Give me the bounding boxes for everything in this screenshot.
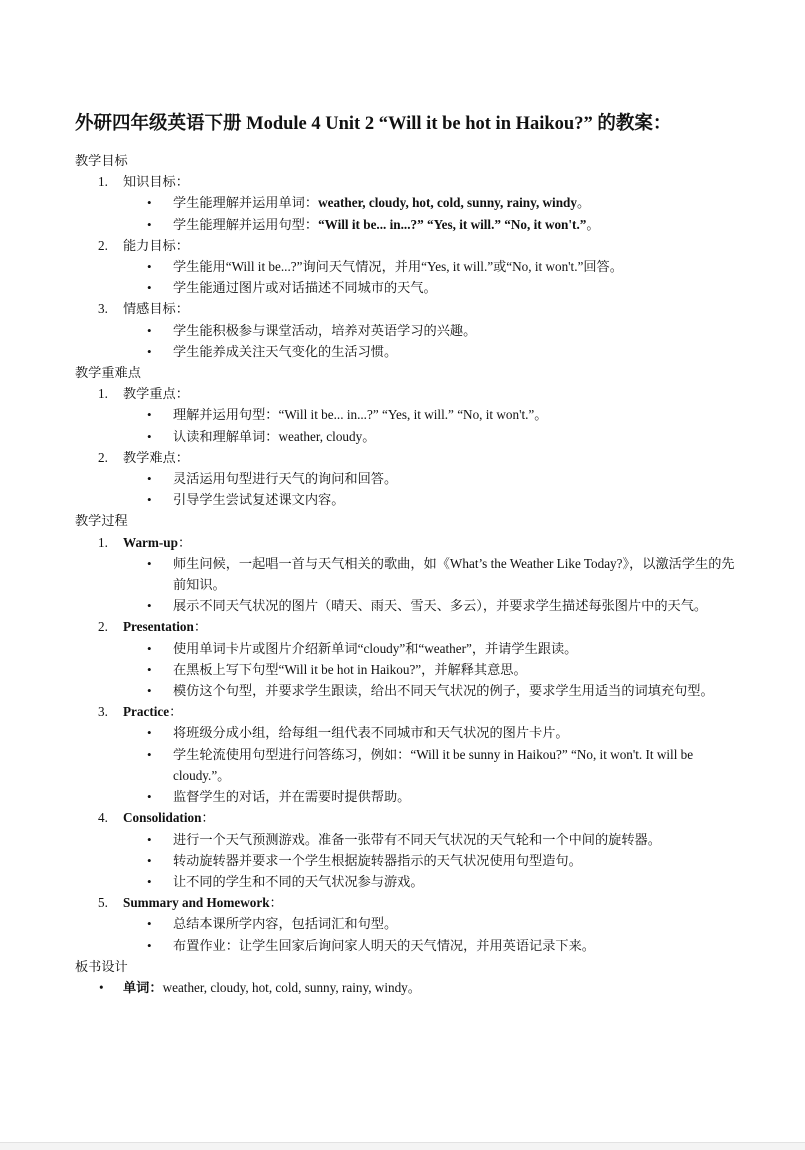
- list-item: [75, 807, 735, 892]
- text-run: 学生能用“Will it be...?”询问天气情况，并用“Yes, it will.”或“No, it won't.”回答。: [173, 259, 623, 275]
- text-run: 师生问候，一起唱一首与天气相关的歌曲，如《What’s the Weather Like Today?》，以激活学生的先前知识。: [173, 555, 735, 593]
- text-run: 在黑板上写下句型“Will it be hot in Haikou?”，并解释其意思。: [173, 661, 527, 677]
- bullet-list: [123, 553, 735, 617]
- list-item: [75, 298, 735, 362]
- item-number: 1.: [98, 386, 108, 402]
- text-run: 。: [586, 216, 600, 232]
- item-heading: [123, 171, 735, 192]
- bold-text-run: “Will it be... in...?” “Yes, it will.” “No, it won't.”: [318, 216, 587, 232]
- list-item: [75, 616, 735, 701]
- bullet-item: [123, 680, 735, 701]
- bullet-item: [123, 850, 735, 871]
- item-number: 2.: [98, 619, 108, 635]
- item-label: 知识目标：: [123, 174, 189, 190]
- text-run: 总结本课所学内容，包括词汇和句型。: [173, 916, 398, 932]
- bullet-item: [123, 786, 735, 807]
- text-run: 学生能积极参与课堂活动，培养对英语学习的兴趣。: [173, 322, 477, 338]
- bullet-list: [123, 638, 735, 702]
- item-label: Warm-up: [123, 534, 178, 550]
- bullet-item: [123, 638, 735, 659]
- list-item: [75, 383, 735, 447]
- text-run: 展示不同天气状况的图片（晴天、雨天、雪天、多云），并要求学生描述每张图片中的天气。: [173, 598, 708, 614]
- text-run: 使用单词卡片或图片介绍新单词“cloudy”和“weather”，并请学生跟读。: [173, 640, 578, 656]
- item-label: 情感目标：: [123, 301, 189, 317]
- bullet-item: [123, 192, 735, 213]
- text-run: 学生能理解并运用句型：: [173, 216, 319, 232]
- text-run: 布置作业：让学生回家后询问家人明天的天气情况，并用英语记录下来。: [173, 937, 595, 953]
- numbered-list: [75, 171, 735, 362]
- item-label-suffix: ：: [169, 704, 183, 720]
- text-run: 学生能理解并运用单词：: [173, 195, 319, 211]
- list-item: [75, 171, 735, 235]
- bullet-list: [123, 829, 735, 893]
- item-heading: [123, 892, 735, 913]
- bullet-item: [123, 277, 735, 298]
- item-heading: [123, 447, 735, 468]
- item-heading: [123, 807, 735, 828]
- item-label: Presentation: [123, 619, 194, 635]
- item-number: 1.: [98, 534, 108, 550]
- bullet-item: [75, 977, 735, 998]
- text-run: 将班级分成小组，给每组一组代表不同城市和天气状况的图片卡片。: [173, 725, 569, 741]
- item-heading: [123, 532, 735, 553]
- bullet-item: [123, 744, 735, 786]
- text-run: 进行一个天气预测游戏。准备一张带有不同天气状况的天气轮和一个中间的旋转器。: [173, 831, 661, 847]
- item-number: 3.: [98, 301, 108, 317]
- bullet-list: [123, 468, 735, 510]
- bullet-list: [123, 722, 735, 807]
- text-run: 学生轮流使用句型进行问答练习，例如：“Will it be sunny in Haikou?” “No, it won't. It will be cloudy.”。: [173, 746, 694, 783]
- bullet-item: [123, 935, 735, 956]
- bullet-list: [123, 192, 735, 234]
- numbered-list: [75, 383, 735, 510]
- item-heading: [123, 298, 735, 319]
- numbered-list: [75, 532, 735, 956]
- bullet-list: [123, 256, 735, 298]
- bold-text-run: 单词：: [123, 979, 163, 995]
- section-heading: 教学重难点: [75, 365, 141, 381]
- item-number: 2.: [98, 449, 108, 465]
- item-label: 能力目标：: [123, 237, 189, 253]
- item-label: Consolidation: [123, 810, 202, 826]
- bullet-item: [123, 320, 735, 341]
- bullet-item: [123, 871, 735, 892]
- list-item: [75, 892, 735, 956]
- bullet-list: [123, 913, 735, 955]
- section-heading: 板书设计: [75, 958, 128, 974]
- text-run: 让不同的学生和不同的天气状况参与游戏。: [173, 873, 424, 889]
- item-heading: [123, 383, 735, 404]
- bullet-item: [123, 489, 735, 510]
- item-label: 教学难点：: [123, 449, 189, 465]
- section-heading: 教学过程: [75, 513, 128, 529]
- text-run: 监督学生的对话，并在需要时提供帮助。: [173, 789, 411, 805]
- text-run: 认读和理解单词：weather, cloudy。: [173, 428, 376, 444]
- bullet-item: [123, 722, 735, 743]
- section-heading: 教学目标: [75, 153, 128, 168]
- text-run: 引导学生尝试复述课文内容。: [173, 492, 345, 508]
- item-number: 2.: [98, 237, 108, 253]
- bullet-item: [123, 256, 735, 277]
- text-run: 。: [577, 195, 591, 211]
- item-number: 4.: [98, 810, 108, 826]
- list-item: [75, 532, 735, 617]
- item-label-suffix: ：: [177, 534, 192, 550]
- page-title: 外研四年级英语下册 Module 4 Unit 2 “Will it be hot in Haikou?” 的教案：: [75, 114, 672, 134]
- bullet-item: [123, 404, 735, 425]
- bold-text-run: weather, cloudy, hot, cold, sunny, rainy, windy: [318, 195, 577, 211]
- text-run: 转动旋转器并要求一个学生根据旋转器指示的天气状况使用句型造句。: [173, 852, 582, 868]
- item-label: Summary and Homework: [123, 895, 270, 911]
- document-content: [75, 110, 735, 998]
- item-heading: [123, 616, 735, 637]
- bullet-item: [123, 659, 735, 680]
- bullet-list: [123, 320, 735, 362]
- item-label: 教学重点：: [123, 386, 189, 402]
- item-label: Practice: [123, 704, 170, 720]
- list-item: [75, 235, 735, 299]
- item-number: 1.: [98, 174, 108, 190]
- list-item: [75, 701, 735, 807]
- text-run: 学生能养成关注天气变化的生活习惯。: [173, 343, 398, 359]
- bullet-item: [123, 341, 735, 362]
- bullet-item: [123, 913, 735, 934]
- bullet-item: [123, 829, 735, 850]
- item-label-suffix: ：: [193, 619, 207, 635]
- item-label-suffix: ：: [269, 895, 283, 911]
- bullet-list: [75, 977, 735, 998]
- item-heading: [123, 701, 735, 722]
- item-number: 3.: [98, 704, 108, 720]
- bullet-item: [123, 468, 735, 489]
- bullet-item: [123, 553, 735, 595]
- item-number: 5.: [98, 895, 108, 911]
- text-run: 灵活运用句型进行天气的询问和回答。: [173, 471, 398, 487]
- bullet-item: [123, 214, 735, 235]
- item-label-suffix: ：: [201, 810, 215, 826]
- text-run: weather, cloudy, hot, cold, sunny, rainy, windy。: [162, 979, 421, 995]
- bullet-item: [123, 595, 735, 616]
- bullet-list: [123, 404, 735, 446]
- text-run: 理解并运用句型：“Will it be... in...?” “Yes, it will.” “No, it won't.”。: [173, 407, 548, 423]
- list-item: [75, 447, 735, 511]
- bullet-item: [123, 426, 735, 447]
- text-run: 学生能通过图片或对话描述不同城市的天气。: [173, 280, 437, 296]
- text-run: 模仿这个句型，并要求学生跟读，给出不同天气状况的例子，要求学生用适当的词填充句型。: [173, 683, 714, 699]
- item-heading: [123, 235, 735, 256]
